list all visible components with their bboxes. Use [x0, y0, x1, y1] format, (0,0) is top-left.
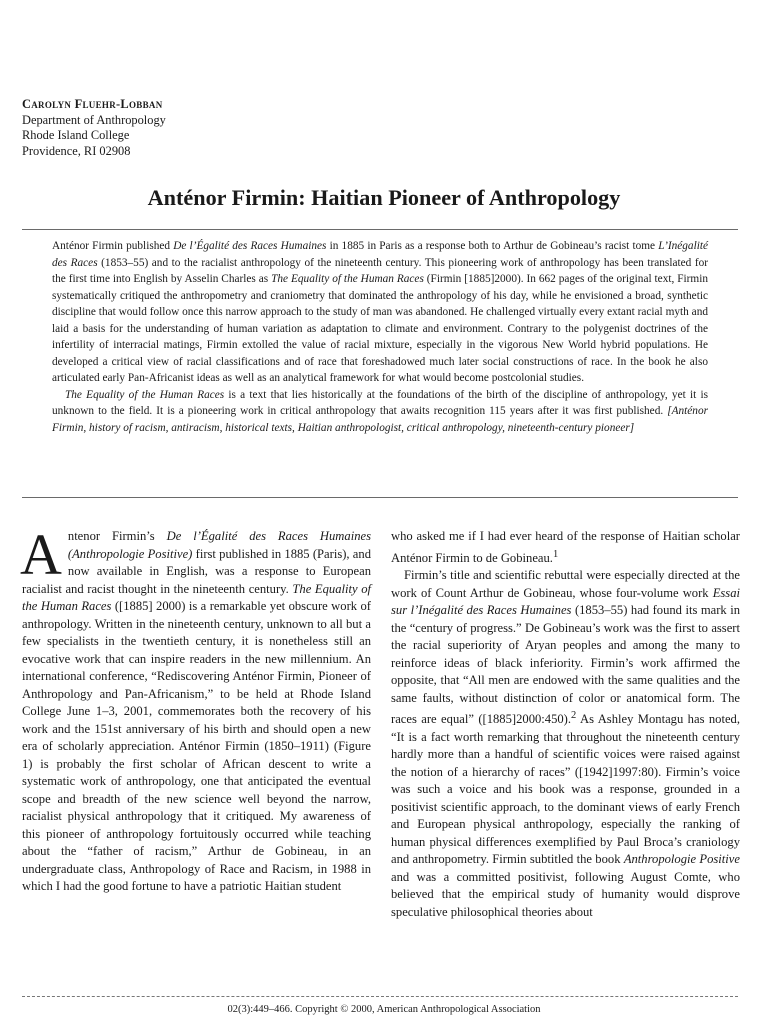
article-title: Anténor Firmin: Haitian Pioneer of Anthropology [147, 185, 621, 210]
abstract-divider [22, 497, 738, 498]
author-block [22, 97, 422, 159]
author-institution: Rhode Island College [22, 128, 130, 142]
drop-cap: A [20, 522, 62, 587]
footnote-marker-1: 1 [552, 548, 559, 560]
body-column-right [391, 528, 740, 921]
author-location: Providence, RI 02908 [22, 143, 131, 158]
abstract-paragraph-2: The Equality of the Human Races is a text that lies historically at the foundations of the birth of the discipline of anthropology, yet it is unknown to the field. It is a pioneering work in critical anthropology that awaits recognition 115 years after it was first published. [Anténor Firmin, history of racism, antiracism, historical texts, Haitian anthropologist, critical anthropology, nineteenth-century pioneer] [52, 388, 708, 434]
body-paragraph-1: Antenor Firmin’s De l’Égalité des Races Humaines (Anthropologie Positive) first published in 1885 (Paris), and now available in English, was a response to European racialist and racist thought in the nineteenth century. The Equality of the Human Races ([1885] 2000) is a remarkable yet obscure work of anthropology. Written in the nineteenth century, unknown to all but a few specialists in the twentieth century, it is nonetheless still an evocative work that can inspire readers in the new millennium. An international conference, “Rediscovering Anténor Firmin, Pioneer of Anthropology and Pan-Africanism,” to be held at Rhode Island College June 1–3, 2001, commemorates both the recovery of his work and the 151st anniversary of his birth and should open a new era of scholarly appreciation. Anténor Firmin (1850–1911) (Figure 1) is probably the first scholar of African descent to write a systematic work of anthropology, one that anticipated the eventual scope and breadth of the new science well beyond the narrow, racialist physical anthropology that it critiqued. My awareness of this pioneer of anthropology fortuitously occurred while teaching about the “father of racism,” Arthur de Gobineau, in an undergraduate class, Anthropology of Race and Racism, in 1988 in which I had the good fortune to have a patriotic Haitian student [20, 522, 372, 893]
abstract-paragraph-1: Anténor Firmin published De l’Égalité des Races Humaines in 1885 in Paris as a response both to Arthur de Gobineau’s racist tome L’Inégalité des Races (1853–55) and to the racialist anthropology of the nineteenth century. This pioneering work of anthropology has been translated for the first time into English by Asselin Charles as The Equality of the Human Races (Firmin [1885]2000). In 662 pages of the original text, Firmin systematically critiqued the anthropometry and craniometry that dominated the anthropology of his day, while he envisioned a broad, synthetic discipline that would follow once this narrow approach to the study of man was abandoned. He challenged virtually every extant racial myth and laid a basis for the understanding of human variation as adaptation to climate and environment. Contrary to the polygenist doctrines of the infertility of interracial matings, Firmin extolled the value of racial mixture, especially in the vigorous New World hybrid populations. He developed a critical view of racial classifications and of race that foreshadowed much later social constructions of race. In the book he also articulated early Pan-Africanist ideas as well as an analytical framework for what would become postcolonial studies. [52, 240, 709, 384]
footer-citation: 02(3):449–466. Copyright © 2000, American Anthropological Association [227, 1004, 541, 1015]
top-divider [22, 229, 738, 230]
body-paragraph-continued: who asked me if I had ever heard of the response of Haitian scholar Anténor Firmin to de Gobineau.$^1$ [391, 529, 740, 565]
keywords: [Anténor Firmin, history of racism, antiracism, historical texts, Haitian anthropologist, critical anthropology, nineteenth-century pioneer] [52, 405, 708, 434]
body-paragraph-2: Firmin’s title and scientific rebuttal were especially directed at the work of Count Arthur de Gobineau, whose four-volume work Essai sur l’Inégalité des Races Humaines (1853–55) had found its mark in the “century of progress.” De Gobineau’s work was the first to assert the racial superiority of Aryan peoples and among the many to reinforce ideas of black inferiority. Firmin’s work affirmed the opposite, that “All men are endowed with the same qualities and the same faults, without distinction of color or anatomical form. The races are equal” ([1885]2000:450).$^2$ As Ashley Montagu has noted, “It is a fact worth remarking that throughout the nineteenth century hardly more than a handful of scientific voices were raised against the notion of a hierarchy of races” ([1942]1997:80). Firmin’s voice was such a voice and his book was a response, grounded in a positivist scientific approach, to the dominant views of early French and European physical anthropology, especially the ranking of human physical differences exemplified by Paul Broca’s craniology and anthropometry. Firmin subtitled the book Anthropologie Positive and was a committed positivist, following August Comte, who believed that the empirical study of humanity would disprove speculative philosophical theories about [391, 568, 741, 919]
author-department: Department of Anthropology [22, 112, 166, 127]
abstract [52, 238, 708, 436]
footnote-marker-2: 2 [571, 710, 577, 722]
author-name: Carolyn Fluehr-Lobban [22, 97, 163, 111]
body-column-left [20, 522, 372, 896]
footer-divider [22, 996, 738, 997]
